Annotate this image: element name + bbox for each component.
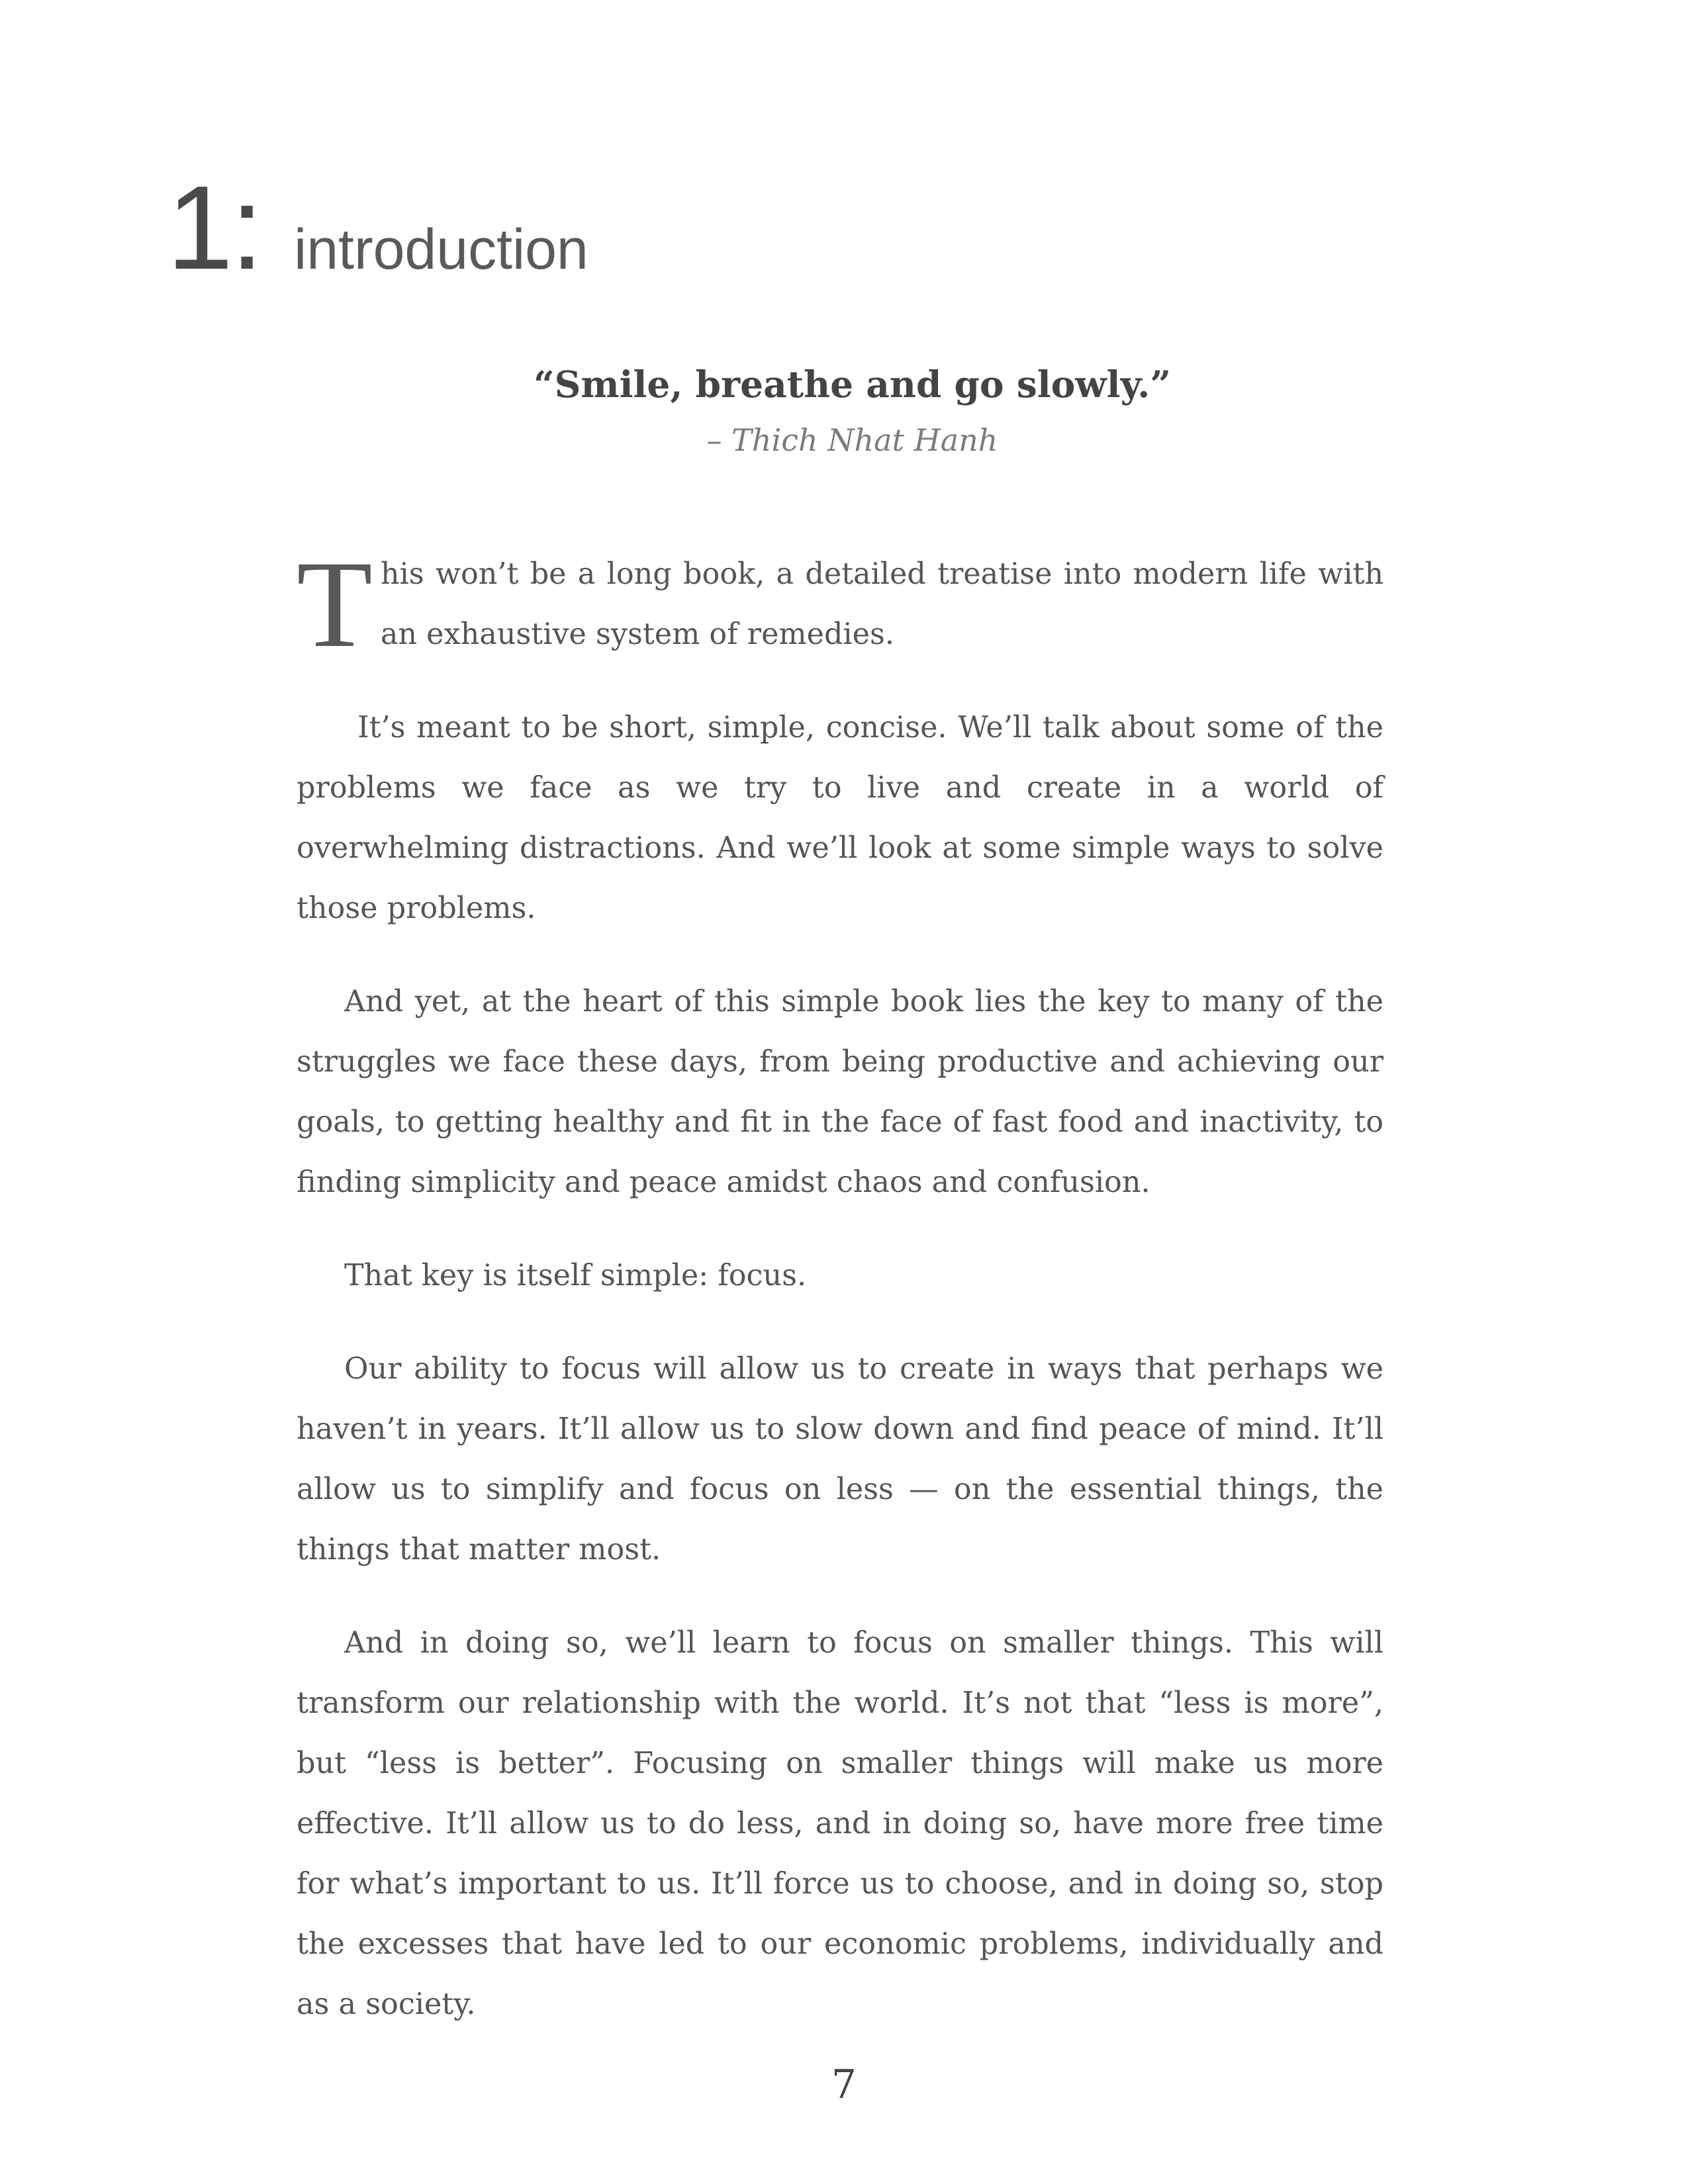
paragraph-4: That key is itself simple: focus. bbox=[344, 1259, 807, 1293]
page-number: 7 bbox=[831, 2062, 857, 2108]
chapter-title: introduction bbox=[294, 218, 588, 281]
paragraph-6: And in doing so, we’ll learn to focus on smaller things. This will transform our relationship with the world. It’s not that “less is more”, but “less is better”. Focusing on smaller things will make us more effective. It’ll allow us to do less, and in doing so, have more free time for what’s important to us. It’ll force us to choose, and in doing so, stop the excesses that have led to our economic problems, individually and as a society. bbox=[297, 1626, 1383, 2021]
drop-cap: T bbox=[297, 535, 373, 673]
chapter-heading bbox=[167, 161, 588, 295]
chapter-number: 1: bbox=[167, 161, 261, 295]
epigraph-quote: “Smile, breathe and go slowly.” bbox=[534, 363, 1171, 406]
epigraph-author: – Thich Nhat Hanh bbox=[706, 422, 998, 458]
paragraph-3: And yet, at the heart of this simple book lies the key to many of the struggles we face these days, from being productive and achieving our goals, to getting healthy and fit in the face of fast food and inactivity, to finding simplicity and peace amidst chaos and confusion. bbox=[297, 985, 1383, 1199]
paragraph-5: Our ability to focus will allow us to create in ways that perhaps we haven’t in years. It’ll allow us to slow down and find peace of mind. It’ll allow us to simplify and focus on less — on the essential things, the things that matter most. bbox=[297, 1352, 1383, 1567]
paragraph-1-text: his won’t be a long book, a detailed treatise into modern life with an exhaustive system of remedies. bbox=[380, 557, 1383, 651]
paragraph-1 bbox=[297, 535, 1383, 673]
paragraph-2: It’s meant to be short, simple, concise. We’ll talk about some of the problems we face as we try to live and create in a world of overwhelming distractions. And we’ll look at some simple ways to solve those problems. bbox=[297, 711, 1383, 925]
epigraph bbox=[0, 363, 1688, 458]
body-text bbox=[297, 535, 1383, 2068]
